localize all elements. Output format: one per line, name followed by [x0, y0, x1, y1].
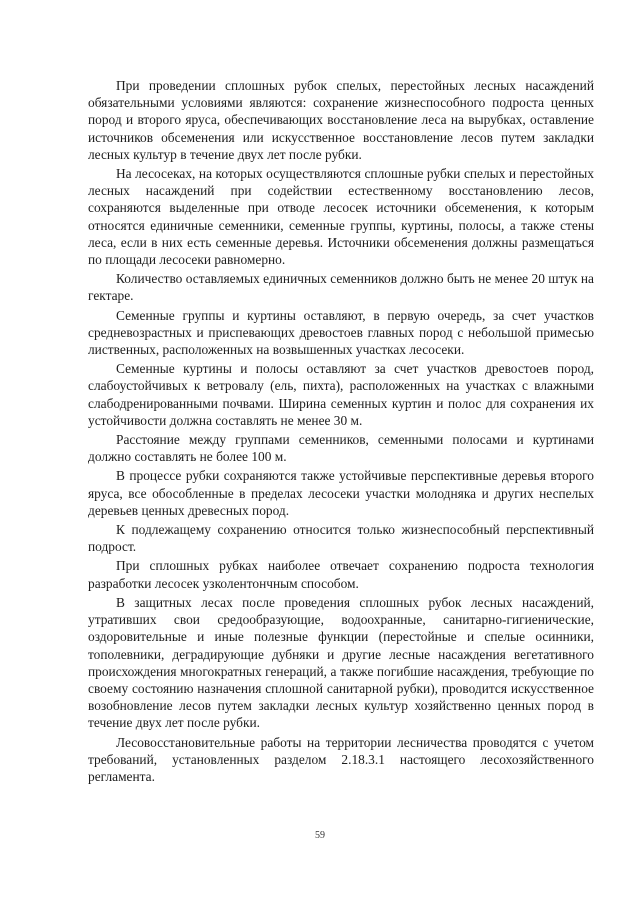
paragraph-3: Количество оставляемых единичных семенников должно быть не менее 20 штук на гектаре. — [88, 271, 594, 304]
paragraph-9: При сплошных рубках наиболее отвечает сохранению подроста технология разработки лесосек узколентончным способом. — [88, 558, 594, 591]
paragraph-11: Лесовосстановительные работы на территории лесничества проводятся с учетом требований, установленных разделом 2.18.3.1 настоящего лесохозяйственного регламента. — [88, 734, 594, 784]
page-number: 59 — [315, 830, 325, 841]
document-body — [88, 77, 594, 787]
paragraph-10: В защитных лесах после проведения сплошных рубок лесных насаждений, утративших свои средообразующие, водоохранные, санитарно-гигиенические, оздоровительные и иные полезные функции (перестойные и спелые осинники, тополевники, деградирующие дубняки и другие лесные насаждения вегетативного происхождения многократных генераций, а также погибшие насаждения, требующие по своему состоянию назначения сплошной санитарной рубки), проводится искусственное возобновление лесов путем закладки лесных культур хозяйственно ценных пород в течение двух лет после рубки. — [88, 594, 594, 731]
paragraph-4: Семенные группы и куртины оставляют, в первую очередь, за счет участков средневозрастных и приспевающих древостоев главных пород с небольшой примесью лиственных, расположенных на возвышенных участках лесосеки. — [88, 307, 594, 358]
paragraph-6: Расстояние между группами семенников, семенными полосами и куртинами должно составлять не более 100 м. — [88, 432, 594, 465]
paragraph-2: На лесосеках, на которых осуществляются сплошные рубки спелых и перестойных лесных насаждений при содействии естественному восстановлению лесов, сохраняются выделенные при отводе лесосек источники обсеменения, к которым относятся единичные семенники, семенные группы, куртины, полосы, а также стены леса, если в них есть семенные деревья. Источники обсеменения должны размещаться по площади лесосеки равномерно. — [88, 166, 594, 268]
paragraph-1: При проведении сплошных рубок спелых, перестойных лесных насаждений обязательными условиями являются: сохранение жизнеспособного подроста ценных пород и второго яруса, обеспечивающих восстановление леса на вырубках, оставление источников обсеменения или искусственное восстановление лесов путем закладки лесных культур в течение двух лет после рубки. — [88, 78, 594, 162]
paragraph-8: К подлежащему сохранению относится только жизнеспособный перспективный подрост. — [88, 522, 594, 555]
paragraph-5: Семенные куртины и полосы оставляют за счет участков древостоев пород, слабоустойчивых к ветровалу (ель, пихта), расположенных на участках с влажными слабодренированными почвами. Ширина семенных куртин и полос для сохранения их устойчивости должна составлять не менее 30 м. — [88, 361, 594, 428]
paragraph-7: В процессе рубки сохраняются также устойчивые перспективные деревья второго яруса, все обособленные в пределах лесосеки участки молодняка и других неспелых деревьев ценных древесных пород. — [88, 468, 594, 518]
